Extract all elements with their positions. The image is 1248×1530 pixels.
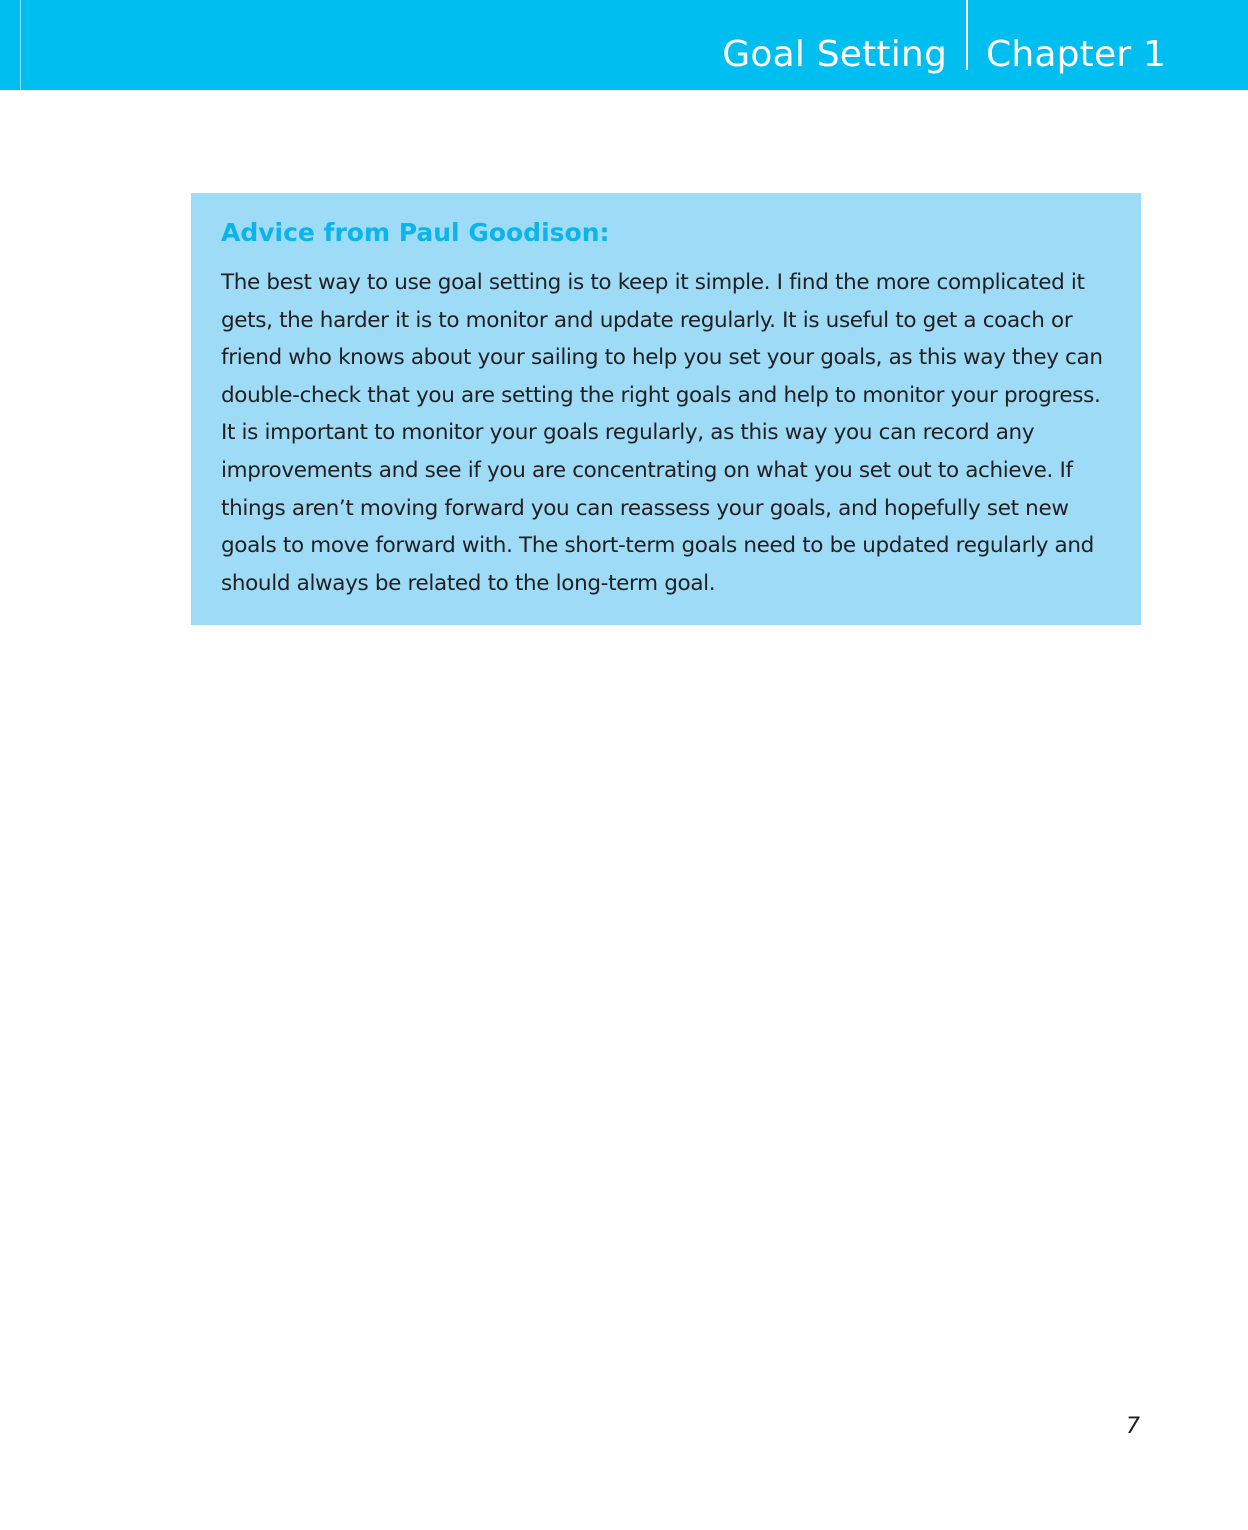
advice-body-text: The best way to use goal setting is to keep it simple. I find the more complicated it gets, the harder it is to monitor and update regularly. It is useful to get a coach or friend who knows about your sailing to help you set your goals, as this way they can double-check that you are setting the right goals and help to monitor your progress. It is important to monitor your goals regularly, as this way you can record any improvements and see if you are concentrating on what you set out to achieve. If things aren’t moving forward you can reassess your goals, and hopefully set new goals to move forward with. The short-term goals need to be updated regularly and should always be related to the long-term goal. [221,270,1103,596]
advice-heading: Advice from Paul Goodison: [221,218,610,247]
page-number: 7 [1126,1414,1140,1439]
running-head-chapter-label: Chapter 1 [986,34,1167,75]
header-margin-rule [20,0,21,90]
advice-callout-box [191,193,1141,625]
running-head-section-title: Goal Setting [722,34,947,75]
page-header-bar [0,0,1248,90]
header-divider [966,0,968,70]
